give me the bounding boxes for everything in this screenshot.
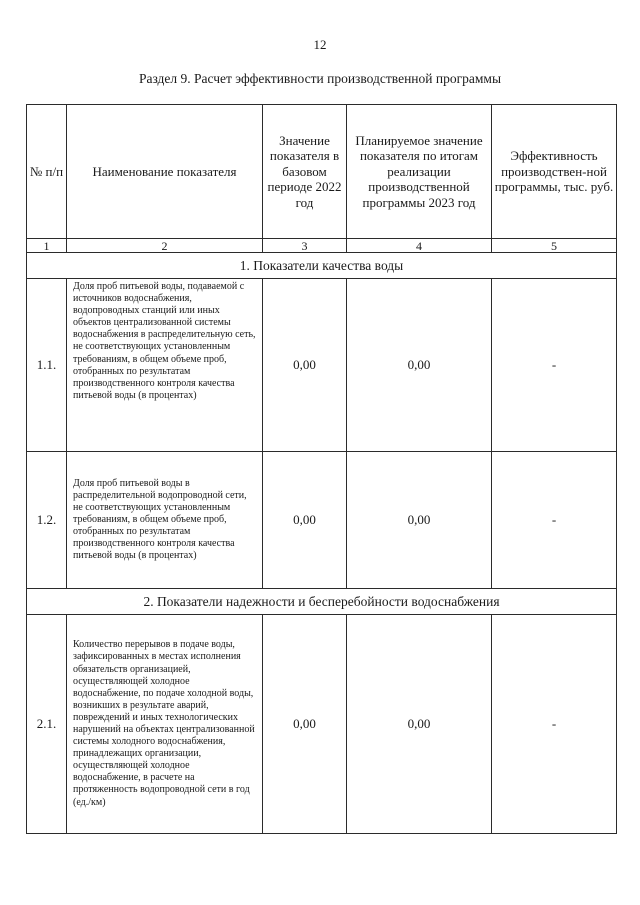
column-number: 2 [67,239,263,253]
column-number: 1 [27,239,67,253]
header-plan: Планируемое значение показателя по итогам реализации производственной программы 2023 год [347,105,492,239]
row-plan-value: 0,00 [347,615,492,834]
row-number: 1.2. [27,452,67,589]
row-efficiency-value: - [492,452,617,589]
group-row [27,253,617,279]
column-number: 4 [347,239,492,253]
header-base: Значение показателя в базовом периоде 2022 год [263,105,347,239]
page-number: 12 [313,37,327,52]
group-row [27,589,617,615]
row-description: Количество перерывов в подаче воды, зафиксированных в местах исполнения обязательств организацией, осуществляющей холодное водоснабжение, по подаче холодной воды, возникших в результате аварий, повреждений и иных технологических нарушений на объектах централизованной системы холодного водоснабжения, принадлежащих организации, осуществляющей холодное водоснабжение, в расчете на протяженность водопроводной сети в год (ед./км) [67,615,263,834]
header-efficiency: Эффективность производствен-ной программы, тыс. руб. [492,105,617,239]
header-num: № п/п [27,105,67,239]
row-plan-value: 0,00 [347,279,492,452]
row-base-value: 0,00 [263,279,347,452]
column-number: 5 [492,239,617,253]
table-row [27,279,617,452]
row-base-value: 0,00 [263,452,347,589]
group-title: 1. Показатели качества воды [27,253,617,279]
row-efficiency-value: - [492,279,617,452]
section-title: Раздел 9. Расчет эффективности производственной программы [138,71,502,86]
row-description: Доля проб питьевой воды в распределительной водопроводной сети, не соответствующих установленным требованиям, в общем объеме проб, отобранных по результатам производственного контроля качества питьевой воды (в процентах) [67,452,263,589]
row-base-value: 0,00 [263,615,347,834]
row-number: 2.1. [27,615,67,834]
row-efficiency-value: - [492,615,617,834]
table-row [27,452,617,589]
column-number: 3 [263,239,347,253]
header-name: Наименование показателя [67,105,263,239]
group-title: 2. Показатели надежности и бесперебойности водоснабжения [27,589,617,615]
column-number-row [27,239,617,253]
row-description: Доля проб питьевой воды, подаваемой с источников водоснабжения, водопроводных станций или иных объектов централизованной системы водоснабжения в распределительную сеть, не соответствующих установленным требованиям, в общем объеме проб, отобранных по результатам производственного контроля качества питьевой воды (в процентах) [67,279,263,452]
header-row [27,105,617,239]
efficiency-table [26,104,617,834]
row-plan-value: 0,00 [347,452,492,589]
table-row [27,615,617,834]
row-number: 1.1. [27,279,67,452]
